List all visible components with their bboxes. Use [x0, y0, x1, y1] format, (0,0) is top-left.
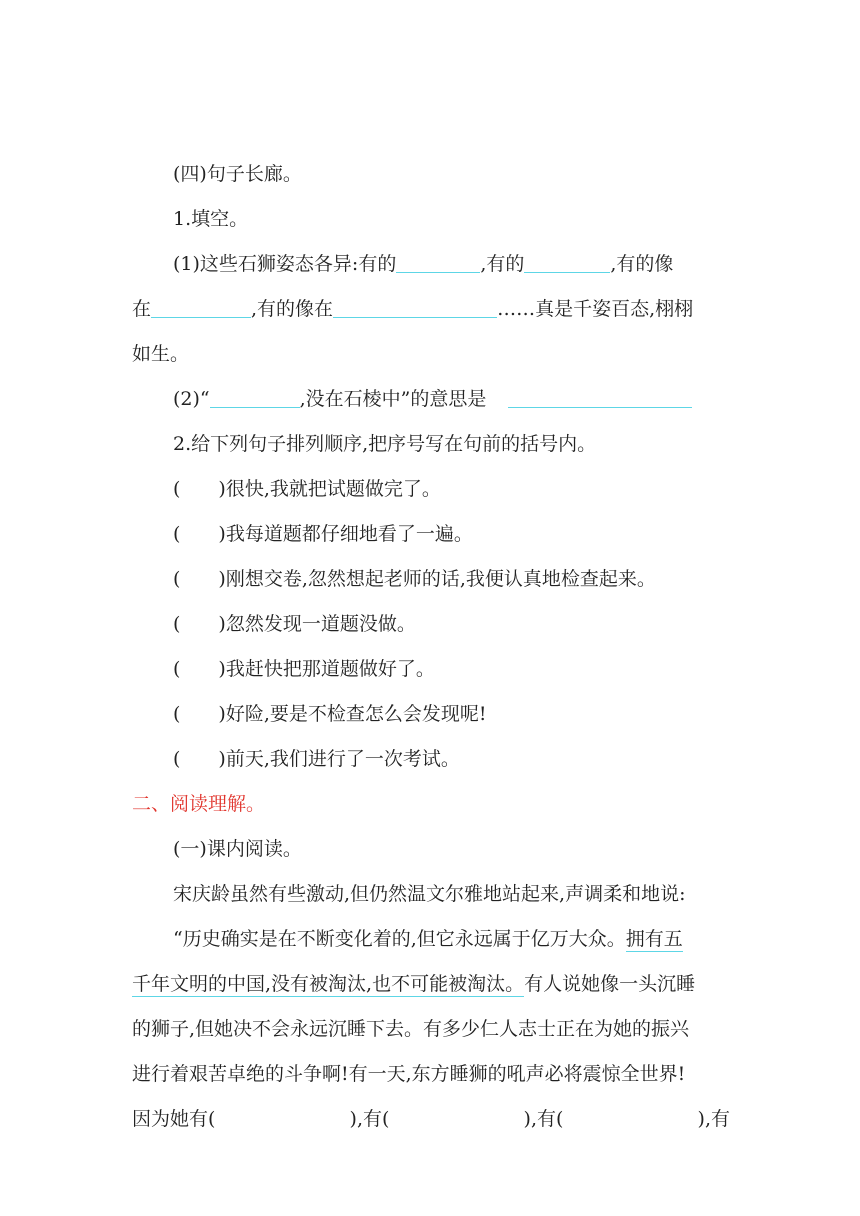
paren-open: ( — [173, 523, 181, 545]
paren-close: ) — [218, 478, 226, 500]
order-item — [0, 612, 860, 636]
order-item-text: 好险,要是不检查怎么会发现呢! — [225, 703, 487, 725]
q2-title: 2.给下列句子排列顺序,把序号写在句前的括号内。 — [173, 433, 597, 455]
blank-4[interactable] — [333, 297, 497, 318]
paren-close: ) — [218, 568, 226, 590]
paren-close: ) — [218, 703, 226, 725]
underlined-text-1: 拥有五 — [625, 928, 683, 950]
fill-part-2: ),有( — [349, 1108, 390, 1130]
order-item — [0, 477, 860, 501]
section4-title: (四)句子长廊。 — [173, 163, 302, 185]
paren-close: ) — [218, 613, 226, 635]
q1-1-line1: (1)这些石狮姿态各异:有的 ,有的 ,有的像 — [173, 253, 674, 275]
reading1-title: (一)课内阅读。 — [173, 838, 302, 860]
paren-open: ( — [173, 703, 181, 725]
q1-1-line2: 在 ,有的像在 ……真是千姿百态,栩栩 — [132, 298, 694, 320]
passage-line-5: 进行着艰苦卓绝的斗争啊!有一天,东方睡狮的吼声必将震惊全世界! — [132, 1063, 686, 1085]
passage-line-2: “历史确实是在不断变化着的,但它永远属于亿万大众。拥有五 — [173, 928, 683, 950]
underlined-text-2: 千年文明的中国,没有被淘汰,也不可能被淘汰。 — [132, 973, 525, 995]
paren-open: ( — [173, 613, 181, 635]
paren-close: ) — [218, 523, 226, 545]
fill-part-1: 因为她有( — [132, 1108, 216, 1130]
order-item-text: 前天,我们进行了一次考试。 — [225, 748, 460, 770]
blank-5[interactable] — [210, 387, 300, 408]
order-item — [0, 657, 860, 681]
paren-open: ( — [173, 568, 181, 590]
fill-parens-row — [132, 1107, 730, 1131]
order-item-text: 忽然发现一道题没做。 — [225, 613, 416, 635]
q1-2-line: (2)“ ,没在石棱中”的意思是 — [0, 387, 860, 411]
passage-line-3: 千年文明的中国,没有被淘汰,也不可能被淘汰。有人说她像一头沉睡 — [132, 973, 696, 995]
paren-open: ( — [173, 748, 181, 770]
paren-close: ) — [218, 658, 226, 680]
order-item-text: 很快,我就把试题做完了。 — [225, 478, 441, 500]
order-item — [0, 747, 860, 771]
fill-part-3: ),有( — [523, 1108, 564, 1130]
fill-part-4: ),有 — [697, 1108, 730, 1130]
order-item — [0, 522, 860, 546]
blank-6[interactable] — [508, 387, 692, 408]
paren-close: ) — [218, 748, 226, 770]
order-item — [0, 702, 860, 726]
order-item-text: 刚想交卷,忽然想起老师的话,我便认真地检查起来。 — [225, 568, 656, 590]
blank-2[interactable] — [524, 252, 610, 273]
part2-title: 二、阅读理解。 — [132, 793, 266, 815]
blank-1[interactable] — [396, 252, 480, 273]
paren-open: ( — [173, 658, 181, 680]
passage-line-4: 的狮子,但她决不会永远沉睡下去。有多少仁人志士正在为她的振兴 — [132, 1018, 690, 1040]
order-item-text: 我每道题都仔细地看了一遍。 — [225, 523, 473, 545]
order-item-text: 我赶快把那道题做好了。 — [225, 658, 435, 680]
passage-line-1: 宋庆龄虽然有些激动,但仍然温文尔雅地站起来,声调柔和地说: — [173, 883, 686, 905]
blank-3[interactable] — [151, 297, 251, 318]
q1-title: 1.填空。 — [173, 208, 249, 230]
order-item — [0, 567, 860, 591]
q1-1-line3: 如生。 — [132, 343, 190, 365]
passage-line-6 — [0, 1107, 860, 1131]
paren-open: ( — [173, 478, 181, 500]
